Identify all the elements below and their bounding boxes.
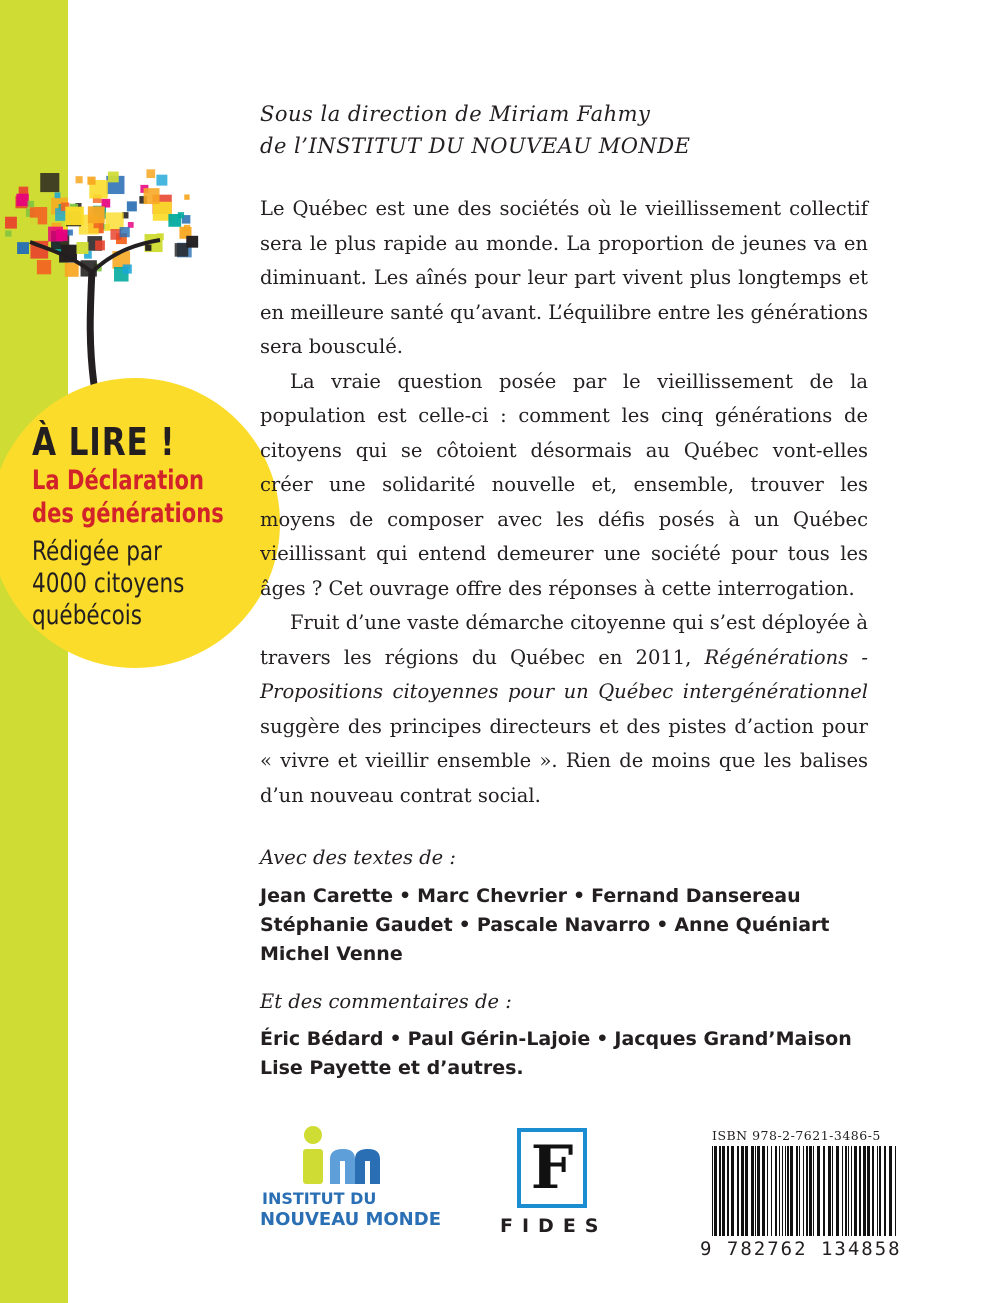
fides-wordmark: FIDES bbox=[500, 1215, 608, 1237]
fides-letter: F bbox=[530, 1133, 574, 1203]
comments-line-1: Éric Bédard • Paul Gérin-Lajoie • Jacques Grand’Maison bbox=[260, 1028, 852, 1050]
blurb-text bbox=[260, 192, 868, 813]
inm-line-1: INSTITUT DU bbox=[262, 1189, 377, 1208]
book-title: Régénérations - Propositions citoyennes pour un Québec intergénérationnel bbox=[260, 645, 868, 703]
paragraph-1: Le Québec est une des sociétés où le vieillissement collectif sera le plus rapide au monde. La proportion de jeunes va en diminuant. Les aînés pour leur part vivent plus longtemps et en meilleure santé qu’avant. L’équilibre entre les générations sera bousculé. bbox=[260, 197, 868, 358]
authors-line-3: Michel Venne bbox=[260, 943, 403, 965]
texts-label: Avec des textes de : bbox=[260, 846, 456, 869]
badge-text bbox=[32, 420, 232, 632]
barcode-image bbox=[710, 1146, 900, 1236]
text-authors bbox=[260, 882, 829, 969]
barcode-number: 9 782762 134858 bbox=[700, 1238, 902, 1260]
direction-line-1: Sous la direction de Miriam Fahmy bbox=[260, 102, 651, 126]
authors-line-2: Stéphanie Gaudet • Pascale Navarro • Anne Quéniart bbox=[260, 914, 830, 936]
badge-subtitle-1: La Déclaration bbox=[32, 465, 204, 496]
paragraph-3 bbox=[260, 606, 868, 813]
comments-line-2: Lise Payette et d’autres. bbox=[260, 1057, 524, 1079]
inm-wordmark bbox=[260, 1188, 441, 1230]
badge-subtitle-2: des générations bbox=[32, 498, 224, 529]
paragraph-3-start: Fruit d’une vaste démarche citoyenne qui s’est déployée à travers les régions du Québec en 2011, bbox=[260, 611, 868, 669]
comment-authors bbox=[260, 1025, 852, 1083]
badge-note-2: 4000 citoyens bbox=[32, 568, 185, 599]
direction-credit bbox=[260, 98, 690, 162]
paragraph-2: La vraie question posée par le vieillissement de la population est celle-ci : comment les cinq générations de citoyens qui se côtoient désormais au Québec vont-elles créer une solidarité nouvelle et, ensemble, trouver les moyens de composer avec les défis posés à un Québec vieillissant qui entend demeurer une société pour tous les âges ? Cet ouvrage offre des réponses à cette interrogation. bbox=[260, 369, 868, 600]
paragraph-3-end: suggère des principes directeurs et des pistes d’action pour « vivre et vieillir ensemble ». Rien de moins que les balises d’un nouveau contrat social. bbox=[260, 714, 868, 807]
badge-title: À LIRE ! bbox=[32, 420, 176, 464]
direction-line-2: de l’INSTITUT DU NOUVEAU MONDE bbox=[260, 134, 691, 158]
comments-label: Et des commentaires de : bbox=[260, 990, 512, 1013]
inm-line-2: NOUVEAU MONDE bbox=[260, 1209, 441, 1230]
badge-note-1: Rédigée par bbox=[32, 536, 163, 567]
fides-logo-box bbox=[517, 1128, 587, 1208]
authors-line-1: Jean Carette • Marc Chevrier • Fernand Dansereau bbox=[260, 885, 801, 907]
isbn-label: ISBN 978-2-7621-3486-5 bbox=[712, 1128, 881, 1143]
badge-note-3: québécois bbox=[32, 600, 143, 631]
mosaic-tree-illustration bbox=[0, 160, 240, 400]
